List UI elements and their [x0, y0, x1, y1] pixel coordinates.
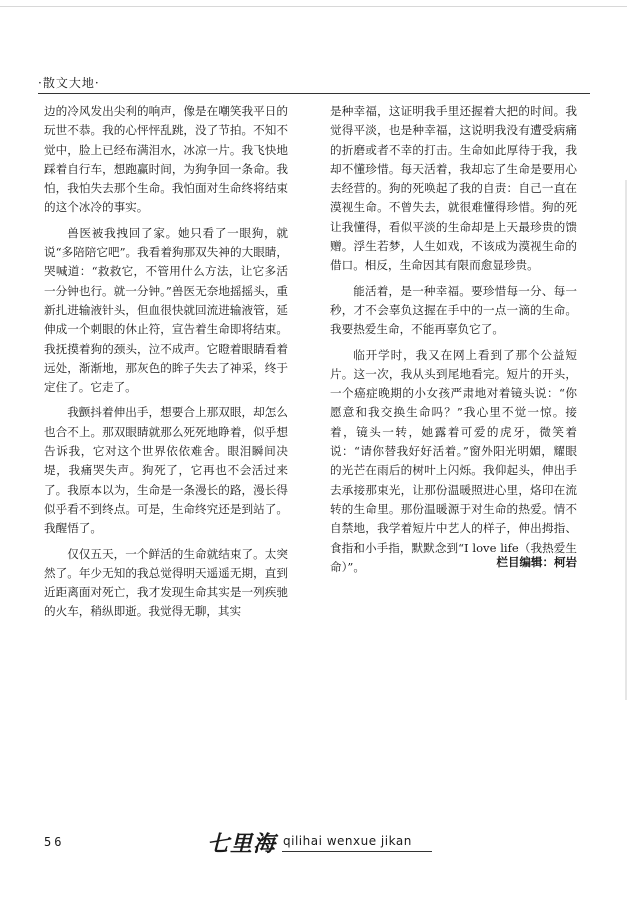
right-column: [330, 102, 577, 577]
editor-credit: 栏目编辑：柯岩: [496, 555, 577, 569]
page-number: 56: [44, 835, 65, 849]
paragraph: 我颤抖着伸出手，想要合上那双眼，却怎么也合不上。那双眼睛就那么死死地睁着，似乎想告诉我，它对这个世界依依难舍。眼泪瞬间决堤，我痛哭失声。狗死了，它再也不会活过来了。我原本以为，生命是一条漫长的路，漫长得似乎看不到终点。可是，生命终究还是到站了。我醒悟了。: [44, 405, 288, 536]
header-rule: [38, 93, 590, 94]
paragraph: 临开学时，我又在网上看到了那个公益短片。这一次，我从头到尾地看完。短片的开头，一个癌症晚期的小女孩严肃地对着镜头说：“你愿意和我交换生命吗？”我心里不觉一惊。接着，镜头一转，她露着可爱的虎牙，微笑着说：“请你替我好好活着。”窗外阳光明媚，耀眼的光芒在雨后的树叶上闪烁。我仰起头，伸出手去承接那束光，让那份温暖照进心里，烙印在流转的生命里。那份温暖源于对生命的热爱。情不自禁地，我学着短片中艺人的样子，伸出拇指、食指和小手指，默默念到“I love life（我热爱生命）”。: [330, 347, 577, 574]
paragraph: 兽医被我拽回了家。她只看了一眼狗，就说“多陪陪它吧”。我看着狗那双失神的大眼睛，哭喊道：“救救它，不管用什么方法，让它多活一分钟也行。就一分钟。”兽医无奈地摇摇头，重新扎进输液针头，但血很快就回流进输液管，延伸成一个刺眼的休止符，宣告着生命即将结束。我抚摸着狗的颈头，泣不成声。它瞪着眼睛看着远处，渐渐地，那灰色的眸子失去了神采，终于定住了。它走了。: [44, 225, 288, 395]
page-footer: [0, 827, 627, 867]
paragraph: 边的冷风发出尖利的响声，像是在嘲笑我平日的玩世不恭。我的心怦怦乱跳，没了节拍。不知不觉中，脸上已经布满泪水，冰凉一片。我飞快地踩着自行车，想跑赢时间，为狗争回一条命。我怕，我怕失去那个生命。我怕面对生命终将结束的这个冰冷的事实。: [44, 104, 288, 215]
paragraph: 是种幸福，这证明我手里还握着大把的时间。我觉得平淡，也是种幸福，这说明我没有遭受病痛的折磨或者不幸的打击。生命如此厚待于我，我却不懂珍惜。每天活着，我却忘了生命是要用心去经营的。狗的死唤起了我的自责：自己一直在漠视生命。不曾失去，就很难懂得珍惜。狗的死让我懂得，看似平淡的生命却是上天最珍贵的馈赠。浮生若梦，人生如戏，不该成为漠视生命的借口。相反，生命因其有限而愈显珍贵。: [330, 104, 577, 273]
paragraph: 仅仅五天，一个鲜活的生命就结束了。太突然了。年少无知的我总觉得明天遥遥无期，直到近距离面对死亡，我才发现生命其实是一列疾驰的火车，稍纵即逝。我觉得无聊，其实: [44, 546, 288, 619]
pinyin-underline: [282, 851, 432, 852]
paragraph: 能活着，是一种幸福。要珍惜每一分、每一秒，才不会辜负这握在手中的一点一滴的生命。我要热爱生命，不能再辜负它了。: [330, 283, 577, 337]
left-column: [44, 102, 288, 622]
magazine-logo: 七里海: [207, 831, 277, 857]
scan-top-edge: [0, 6, 627, 7]
section-tag: ·散文大地·: [38, 76, 100, 90]
magazine-pinyin: qilihai wenxue jikan: [283, 834, 412, 848]
